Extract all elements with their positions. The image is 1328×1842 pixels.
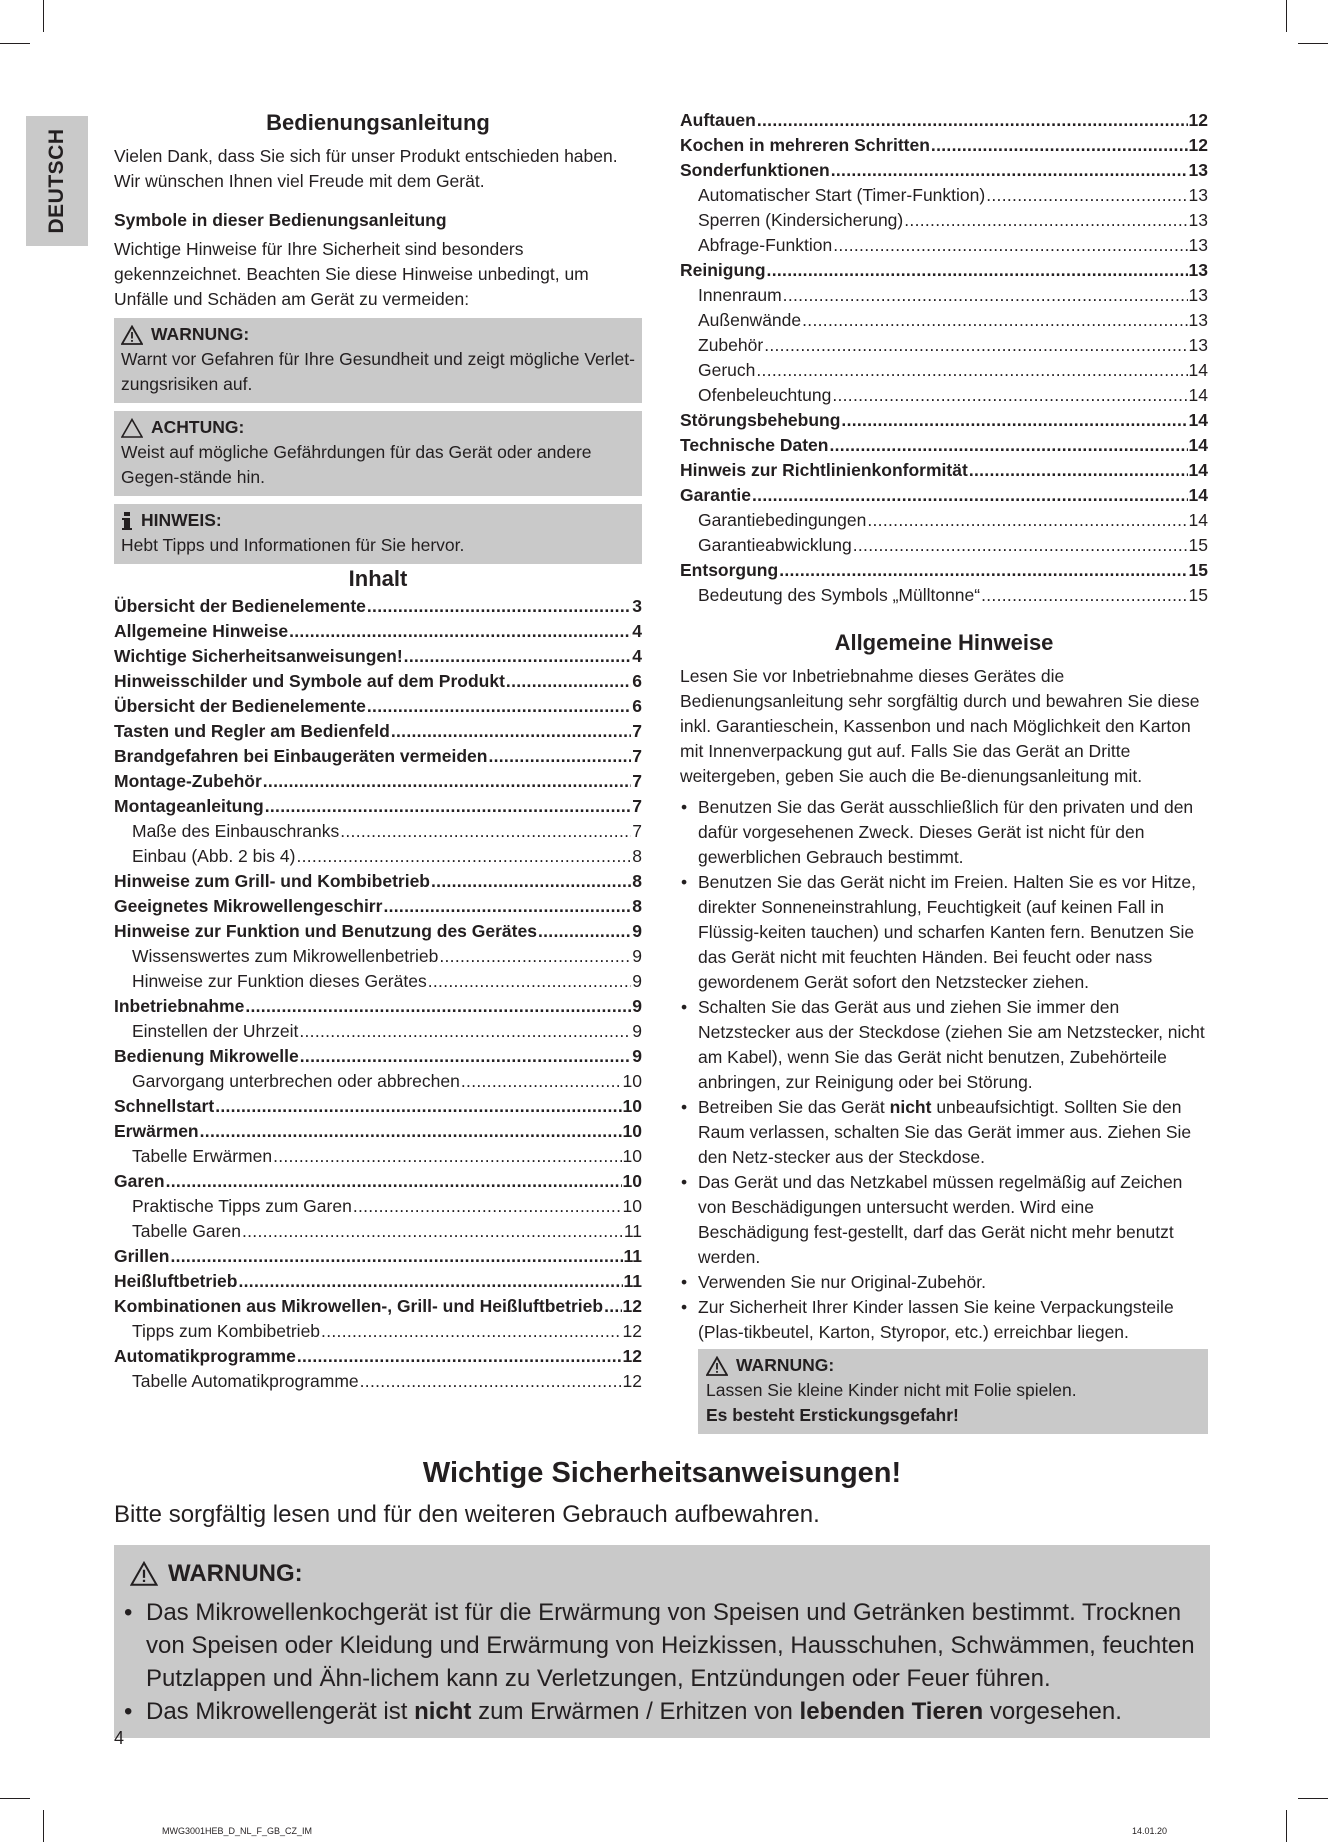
toc-entry-label: Tabelle Garen [132,1221,241,1241]
toc-entry-label: Ofenbeleuchtung [698,385,832,405]
toc-entry[interactable] [114,869,642,894]
bullet-emphasis: lebenden Tieren [799,1698,984,1725]
symbols-heading: Symbole in dieser Bedienungsanleitung [114,210,447,230]
toc-entry-label: Hinweise zur Funktion und Benutzung des Gerätes [114,921,537,941]
toc-entry[interactable] [114,819,642,844]
toc-entry-page: 14 [1188,435,1208,455]
symbols-text: Wichtige Hinweise für Ihre Sicherheit sind besonders gekennzeichnet. Beachten Sie diese Hinweise unbedingt, um Unfälle und Schäden am Gerät zu vermeiden: [114,239,589,309]
toc-entry-label: Einbau (Abb. 2 bis 4) [132,846,296,866]
toc-entry-label: Allgemeine Hinweise [114,621,289,641]
toc-entry[interactable] [114,1169,642,1194]
toc-entry-label: Abfrage-Funktion [698,235,833,255]
toc-leader-dots [166,1169,622,1194]
toc-entry-label: Grillen [114,1246,170,1266]
toc-entry-page: 10 [622,1121,642,1141]
toc-leader-dots [428,969,632,994]
toc-entry-label: Garvorgang unterbrechen oder abbrechen [132,1071,460,1091]
toc-entry[interactable] [114,894,642,919]
toc-leader-dots [431,869,631,894]
language-label: DEUTSCH [45,128,68,234]
toc-entry-label: Montageanleitung [114,796,264,816]
warning-title: WARNUNG: [168,1560,303,1587]
toc-leader-dots [832,383,1187,408]
list-item: • Benutzen Sie das Gerät ausschließlich für den privaten und den dafür vorgesehenen Zweck. Dieses Gerät ist nicht für den gewerblichen Gebrauch bestimmt. [680,795,1208,870]
toc-entry-page: 8 [632,846,642,866]
toc-entry[interactable] [114,1244,642,1269]
toc-entry-label: Technische Daten [680,435,829,455]
toc-entry-page: 10 [622,1171,642,1191]
toc-entry-page: 6 [632,671,642,691]
toc-entry-page: 9 [632,996,642,1016]
toc-leader-dots [360,1369,622,1394]
toc-entry[interactable] [680,533,1208,558]
toc-entry[interactable] [114,969,642,994]
toc-entry-label: Wissenswertes zum Mikrowellenbetrieb [132,946,439,966]
toc-entry-page: 12 [622,1346,642,1366]
toc-entry[interactable] [680,233,1208,258]
bullet-text: unbeaufsichtigt. Sollten Sie den Raum verlassen, schalten Sie das Gerät immer aus. Ziehen Sie den Netz-stecker aus der Steckdose. [698,1097,1192,1167]
crop-mark [0,1798,30,1799]
toc-leader-dots [833,233,1187,258]
toc-entry-page: 13 [1188,310,1208,330]
toc-entry-page: 3 [632,596,642,616]
toc-entry[interactable] [114,794,642,819]
toc-entry-page: 4 [632,621,642,641]
toc-entry-page: 9 [632,971,642,991]
toc-leader-dots [404,644,632,669]
safety-list [122,1596,1202,1728]
child-warning-box [698,1349,1208,1434]
toc-entry-page: 9 [632,946,642,966]
toc-leader-dots [300,1044,632,1069]
crop-mark [1286,1810,1287,1842]
hint-title: HINWEIS: [141,510,222,530]
list-item: • Zur Sicherheit Ihrer Kinder lassen Sie keine Verpackungsteile (Plas-tikbeutel, Karton, Styropor, etc.) erreichbar liegen. [680,1295,1208,1345]
toc-entry[interactable] [114,1144,642,1169]
toc-entry[interactable] [114,1344,642,1369]
toc-leader-dots [752,483,1188,508]
toc-entry-page: 15 [1188,535,1208,555]
toc-leader-dots [289,619,631,644]
toc-entry-label: Bedienung Mikrowelle [114,1046,299,1066]
toc-leader-dots [299,1019,631,1044]
toc-entry-page: 13 [1188,185,1208,205]
toc-leader-dots [829,433,1187,458]
crop-mark [1286,0,1287,32]
toc-entry[interactable] [114,1044,642,1069]
toc-entry-page: 15 [1188,560,1208,580]
toc-leader-dots [296,844,631,869]
toc-entry-label: Innenraum [698,285,782,305]
toc-entry[interactable] [114,1019,642,1044]
toc-leader-dots [245,994,631,1019]
toc-entry-label: Tabelle Erwärmen [132,1146,273,1166]
toc-entry[interactable] [114,594,642,619]
safety-section [114,1455,1210,1738]
toc-entry[interactable] [114,1369,642,1394]
toc-entry-label: Außenwände [698,310,802,330]
intro-text: Vielen Dank, dass Sie sich für unser Produkt entschieden haben. Wir wünschen Ihnen viel Freude mit dem Gerät. [114,146,618,191]
toc-entry-label: Hinweise zur Funktion dieses Gerätes [132,971,427,991]
toc-entry-page: 13 [1188,285,1208,305]
toc-leader-dots [802,308,1187,333]
toc-entry-label: Garantiebedingungen [698,510,867,530]
toc-entry[interactable] [680,308,1208,333]
toc-entry-page: 11 [623,1246,642,1266]
toc-leader-dots [273,1144,621,1169]
toc-entry[interactable] [114,744,642,769]
toc-entry[interactable] [680,508,1208,533]
manual-title: Bedienungsanleitung [266,110,490,135]
toc-leader-dots [297,1344,622,1369]
toc-entry-label: Maße des Einbauschranks [132,821,340,841]
warning-text: Lassen Sie kleine Kinder nicht mit Folie spielen. [706,1380,1077,1400]
toc-entry-page: 7 [632,721,642,741]
toc-leader-dots [340,819,631,844]
toc-leader-dots [767,258,1188,283]
toc-entry-page: 14 [1188,460,1208,480]
toc-entry[interactable] [680,333,1208,358]
hint-text: Hebt Tipps und Informationen für Sie hervor. [121,535,465,555]
toc-entry[interactable] [680,283,1208,308]
list-item: • Das Gerät und das Netzkabel müssen regelmäßig auf Zeichen von Beschädigungen untersucht werden. Wird eine Beschädigung fest-gestellt, darf das Gerät nicht mehr benutzt werden. [680,1170,1208,1270]
toc-entry-label: Entsorgung [680,560,779,580]
toc-entry-label: Einstellen der Uhrzeit [132,1021,299,1041]
toc-entry-label: Sonderfunktionen [680,160,830,180]
toc-leader-dots [981,583,1187,608]
right-column [680,108,1208,1434]
hint-notice [114,504,642,564]
caution-text: Weist auf mögliche Gefährdungen für das Gerät oder andere Gegen-stände hin. [121,442,592,487]
toc-entry[interactable] [680,433,1208,458]
toc-entry[interactable] [114,619,642,644]
toc-entry[interactable] [680,483,1208,508]
safety-warning-box [114,1545,1210,1738]
toc-entry-label: Tipps zum Kombibetrieb [132,1321,321,1341]
contents-title: Inhalt [348,566,408,591]
toc-leader-dots [831,158,1188,183]
bullet-text: Betreiben Sie das Gerät [698,1097,890,1117]
crop-mark [43,1810,44,1842]
toc-entry[interactable] [114,844,642,869]
toc-entry-label: Garen [114,1171,165,1191]
toc-leader-dots [215,1094,621,1119]
toc-entry[interactable] [114,694,642,719]
toc-entry-page: 7 [632,796,642,816]
toc-entry-page: 8 [632,871,642,891]
toc-entry[interactable] [680,383,1208,408]
toc-entry[interactable] [114,994,642,1019]
toc-entry-page: 12 [622,1296,642,1316]
toc-leader-dots [867,508,1187,533]
toc-leader-dots [779,558,1187,583]
toc-leader-dots [353,1194,622,1219]
toc-leader-dots [986,183,1187,208]
toc-entry-page: 13 [1188,160,1208,180]
toc-entry-label: Störungsbehebung [680,410,841,430]
toc-entry[interactable] [114,769,642,794]
toc-entry-page: 10 [622,1146,642,1166]
toc-entry[interactable] [114,644,642,669]
footer-date: 14.01.20 [1132,1826,1168,1836]
warning-icon [706,1356,728,1376]
toc-entry-page: 7 [632,771,642,791]
bullet-text: Das Mikrowellengerät ist [146,1698,415,1725]
toc-leader-dots [756,358,1187,383]
toc-entry[interactable] [114,1319,642,1344]
toc-entry-label: Kombinationen aus Mikrowellen-, Grill- und Heißluftbetrieb [114,1296,604,1316]
toc-leader-dots [367,594,631,619]
toc-entry[interactable] [114,1219,642,1244]
toc-entry-label: Garantie [680,485,751,505]
table-of-contents-left [114,594,642,1394]
crop-mark [1298,1798,1328,1799]
toc-entry-page: 12 [622,1371,642,1391]
toc-entry-label: Tabelle Automatikprogramme [132,1371,359,1391]
toc-entry-page: 12 [1188,110,1208,130]
info-icon [121,511,133,531]
toc-entry-page: 13 [1188,260,1208,280]
toc-entry[interactable] [680,358,1208,383]
toc-entry[interactable] [680,583,1208,608]
toc-leader-dots [200,1119,622,1144]
toc-leader-dots [904,208,1187,233]
toc-leader-dots [383,894,631,919]
warning-notice [114,318,642,403]
toc-leader-dots [238,1269,622,1294]
toc-entry[interactable] [114,1069,642,1094]
toc-entry-page: 9 [632,921,642,941]
toc-leader-dots [461,1069,622,1094]
warning-icon [121,325,143,345]
toc-leader-dots [538,919,631,944]
toc-entry[interactable] [114,1119,642,1144]
toc-leader-dots [604,1294,621,1319]
warning-title: WARNUNG: [736,1355,835,1375]
page-number: 4 [114,1728,125,1748]
toc-entry[interactable] [680,133,1208,158]
list-item: • Benutzen Sie das Gerät nicht im Freien. Halten Sie es vor Hitze, direkter Sonneneinstrahlung, Feuchtigkeit (auf keinen Fall in Flüssig-keiten tauchen) und scharfen Kanten fern. Benutzen Sie das Gerät nicht mit feuchten Händen. Bei feucht oder nass gewordenem Gerät sofort den Netzstecker ziehen. [680,870,1208,995]
toc-entry[interactable] [114,944,642,969]
toc-entry-label: Übersicht der Bedienelemente [114,696,366,716]
toc-entry[interactable] [114,669,642,694]
bullet-text: vorgesehen. [983,1698,1122,1725]
toc-leader-dots [841,408,1187,433]
toc-entry-page: 12 [622,1321,642,1341]
toc-entry[interactable] [114,919,642,944]
toc-entry-label: Automatischer Start (Timer-Funktion) [698,185,986,205]
bullet-emphasis: nicht [889,1097,932,1117]
toc-entry-page: 14 [1188,385,1208,405]
toc-leader-dots [931,133,1188,158]
toc-leader-dots [764,333,1187,358]
toc-leader-dots [265,794,632,819]
toc-entry[interactable] [680,208,1208,233]
toc-leader-dots [242,1219,623,1244]
toc-entry-label: Inbetriebnahme [114,996,245,1016]
list-item: • Schalten Sie das Gerät aus und ziehen Sie immer den Netzstecker aus der Steckdose (ziehen Sie am Netzstecker, nicht am Kabel), wenn Sie das Gerät nicht benutzen, Zubehörteile anbringen, zur Reinigung oder bei Störung. [680,995,1208,1095]
list-item: • Verwenden Sie nur Original-Zubehör. [680,1270,1208,1295]
toc-leader-dots [170,1244,622,1269]
list-item [122,1695,1202,1728]
toc-entry[interactable] [680,108,1208,133]
bullet-emphasis: nicht [414,1698,472,1725]
toc-entry-page: 10 [622,1196,642,1216]
toc-entry-label: Geruch [698,360,756,380]
toc-entry-label: Wichtige Sicherheitsanweisungen! [114,646,403,666]
toc-leader-dots [757,108,1188,133]
toc-entry-label: Kochen in mehreren Schritten [680,135,930,155]
caution-notice [114,411,642,496]
toc-entry-label: Hinweis zur Richtlinienkonformität [680,460,968,480]
toc-entry-label: Erwärmen [114,1121,199,1141]
toc-entry-page: 7 [632,821,642,841]
crop-mark [43,0,44,32]
safety-intro: Bitte sorgfältig lesen und für den weiteren Gebrauch aufbewahren. [114,1501,820,1528]
toc-entry-page: 14 [1188,485,1208,505]
toc-leader-dots [321,1319,621,1344]
toc-entry[interactable] [114,719,642,744]
left-column [114,108,642,1394]
toc-entry[interactable] [114,1269,642,1294]
toc-entry-page: 13 [1188,335,1208,355]
toc-entry-label: Zubehör [698,335,764,355]
toc-leader-dots [488,744,631,769]
toc-entry-page: 6 [632,696,642,716]
toc-entry-page: 14 [1188,510,1208,530]
toc-entry-label: Bedeutung des Symbols „Mülltonne“ [698,585,981,605]
toc-entry-label: Automatikprogramme [114,1346,296,1366]
toc-entry[interactable] [680,158,1208,183]
crop-mark [0,43,30,44]
toc-entry-label: Auftauen [680,110,756,130]
toc-leader-dots [969,458,1188,483]
toc-entry-page: 9 [632,1046,642,1066]
toc-entry-page: 12 [1188,135,1208,155]
toc-entry-page: 10 [622,1071,642,1091]
general-title: Allgemeine Hinweise [834,630,1054,655]
warning-title: WARNUNG: [151,324,250,344]
toc-leader-dots [853,533,1188,558]
caution-icon [121,418,143,438]
toc-entry-page: 8 [632,896,642,916]
toc-entry[interactable] [114,1194,642,1219]
language-tab [26,116,88,246]
toc-entry[interactable] [114,1094,642,1119]
toc-entry-label: Montage-Zubehör [114,771,262,791]
toc-entry-page: 13 [1188,235,1208,255]
table-of-contents-right [680,108,1208,608]
crop-mark [1298,43,1328,44]
toc-entry-page: 7 [632,746,642,766]
toc-entry-page: 11 [623,1271,642,1291]
warning-icon [130,1561,158,1586]
general-intro: Lesen Sie vor Inbetriebnahme dieses Gerätes die Bedienungsanleitung sehr sorgfältig durch und bewahren Sie diese inkl. Garantieschein, Kassenbon und nach Möglichkeit den Karton mit Innenverpackung gut auf. Falls Sie das Gerät an Dritte weitergeben, geben Sie auch die Be-dienungsanleitung mit. [680,666,1200,786]
general-list [680,795,1208,1345]
toc-leader-dots [783,283,1188,308]
toc-entry-label: Hinweisschilder und Symbole auf dem Produkt [114,671,505,691]
toc-entry-label: Hinweise zum Grill- und Kombibetrieb [114,871,430,891]
toc-leader-dots [391,719,631,744]
toc-entry-page: 15 [1188,585,1208,605]
list-item: • Das Mikrowellenkochgerät ist für die Erwärmung von Speisen und Getränken bestimmt. Trocknen von Speisen oder Kleidung und Erwärmung von Heizkissen, Hausschuhen, Schwämmen, feuchten Putzlappen und Ähn-lichem kann zu Verletzungen, Entzündungen oder Feuer führen. [122,1596,1202,1695]
toc-leader-dots [439,944,631,969]
warning-emphasis: Es besteht Erstickungsgefahr! [706,1405,959,1425]
warning-text: Warnt vor Gefahren für Ihre Gesundheit und zeigt mögliche Verlet-zungsrisiken auf. [121,349,635,394]
toc-leader-dots [263,769,632,794]
toc-entry[interactable] [680,558,1208,583]
toc-leader-dots [506,669,631,694]
toc-entry-label: Reinigung [680,260,766,280]
toc-leader-dots [367,694,631,719]
toc-entry-label: Garantieabwicklung [698,535,852,555]
toc-entry[interactable] [680,183,1208,208]
toc-entry-page: 14 [1188,410,1208,430]
caution-title: ACHTUNG: [151,417,245,437]
toc-entry-label: Brandgefahren bei Einbaugeräten vermeiden [114,746,488,766]
toc-entry-label: Schnellstart [114,1096,215,1116]
footer-doc-id: MWG3001HEB_D_NL_F_GB_CZ_IM [162,1826,313,1836]
toc-entry-page: 4 [632,646,642,666]
toc-entry-label: Übersicht der Bedienelemente [114,596,366,616]
toc-entry-label: Geeignetes Mikrowellengeschirr [114,896,383,916]
list-item [680,1095,1208,1170]
toc-entry-page: 11 [623,1221,642,1241]
toc-entry-label: Sperren (Kindersicherung) [698,210,904,230]
bullet-text: zum Erwärmen / Erhitzen von [471,1698,800,1725]
toc-entry-label: Praktische Tipps zum Garen [132,1196,352,1216]
toc-entry[interactable] [680,258,1208,283]
toc-entry[interactable] [680,408,1208,433]
toc-entry-page: 14 [1188,360,1208,380]
toc-entry[interactable] [114,1294,642,1319]
toc-entry[interactable] [680,458,1208,483]
safety-title: Wichtige Sicherheitsanweisungen! [422,1457,902,1489]
toc-entry-label: Heißluftbetrieb [114,1271,238,1291]
toc-entry-page: 9 [632,1021,642,1041]
toc-entry-page: 13 [1188,210,1208,230]
toc-entry-page: 10 [622,1096,642,1116]
toc-entry-label: Tasten und Regler am Bedienfeld [114,721,390,741]
